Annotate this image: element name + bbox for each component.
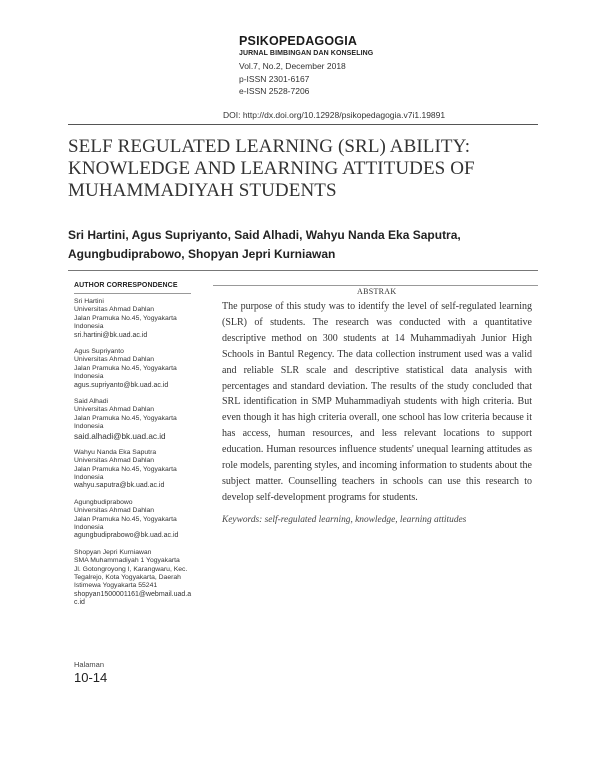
doi-link[interactable]: DOI: http://dx.doi.org/10.12928/psikopedagogia.v7i1.19891 bbox=[223, 110, 446, 120]
affiliation-line: Universitas Ahmad Dahlan bbox=[74, 356, 155, 364]
affiliation-line: Universitas Ahmad Dahlan bbox=[74, 507, 155, 515]
correspondence-item bbox=[74, 499, 199, 541]
author-email[interactable]: shopyan1500001161@webmail.uad.a bbox=[74, 590, 192, 598]
affiliation-line: Jalan Pramuka No.45, Yogyakarta bbox=[74, 314, 177, 322]
correspondence-item bbox=[74, 298, 199, 340]
author-name: Shopyan Jepri Kurniawan bbox=[74, 548, 152, 556]
author-line: Sri Hartini, Agus Supriyanto, Said Alhadi, Wahyu Nanda Eka Saputra, bbox=[68, 228, 461, 242]
section-divider bbox=[68, 270, 538, 271]
abstract-text: The purpose of this study was to identify the level of self-regulated learning (SLR) of students. The research was conducted with a quantitative descriptive method on 300 students at 14 Muhammadiyah Junior High Schools in Bantul Regency. The data collection instrument used was a valid and reliable SLR scale and descriptive statistical data analysis with percentages and standard deviation. The results of the study concluded that SRL identification in SMP Muhammadiyah students with high criteria. But even though it has high criteria overall, one school has low criteria because it has access, human resources, and less relevant locations to support education. Human resources influence students' unequal learning attitudes as role models, parenting styles, and incoming information to students about the subject matter. Counselling teachers in schools can use this research to develop self-development programs for students. bbox=[222, 301, 532, 503]
journal-name: PSIKOPEDAGOGIA bbox=[239, 34, 358, 48]
title-line: KNOWLEDGE AND LEARNING ATTITUDES OF bbox=[68, 158, 475, 179]
affiliation-line: Indonesia bbox=[74, 373, 104, 381]
affiliation-line: Tegalrejo, Kota Yogyakarta, Daerah bbox=[74, 573, 181, 581]
affiliation-line: Universitas Ahmad Dahlan bbox=[74, 457, 155, 465]
affiliation-line: Jalan Pramuka No.45, Yogyakarta bbox=[74, 414, 177, 422]
correspondence-divider bbox=[74, 293, 191, 294]
affiliation-line: Indonesia bbox=[74, 423, 104, 431]
correspondence-heading: AUTHOR CORRESPONDENCE bbox=[74, 282, 178, 289]
author-email[interactable]: wahyu.saputra@bk.uad.ac.id bbox=[74, 482, 165, 490]
affiliation-line: Jalan Pramuka No.45, Yogyakarta bbox=[74, 364, 177, 372]
correspondence-list bbox=[74, 298, 199, 616]
affiliation-line: Universitas Ahmad Dahlan bbox=[74, 306, 155, 314]
abstract-heading: ABSTRAK bbox=[357, 287, 397, 296]
author-name: Said Alhadi bbox=[74, 398, 109, 406]
author-list bbox=[68, 226, 548, 264]
author-email[interactable]: said.alhadi@bk.uad.ac.id bbox=[74, 431, 166, 441]
header-divider bbox=[68, 124, 538, 125]
page-range: 10-14 bbox=[74, 670, 108, 685]
pages-label: Halaman bbox=[74, 660, 105, 669]
author-name: Agus Supriyanto bbox=[74, 348, 124, 356]
author-name: Wahyu Nanda Eka Saputra bbox=[74, 448, 157, 456]
correspondence-item bbox=[74, 549, 199, 608]
affiliation-line: Indonesia bbox=[74, 473, 104, 481]
affiliation-line: Jalan Pramuka No.45, Yogyakarta bbox=[74, 515, 177, 523]
correspondence-item bbox=[74, 348, 199, 390]
affiliation-line: Indonesia bbox=[74, 523, 104, 531]
affiliation-line: Jalan Pramuka No.45, Yogyakarta bbox=[74, 465, 177, 473]
journal-subtitle: JURNAL BIMBINGAN DAN KONSELING bbox=[239, 50, 374, 57]
abstract-divider bbox=[213, 285, 538, 286]
affiliation-line: Universitas Ahmad Dahlan bbox=[74, 406, 155, 414]
author-email-continued[interactable]: c.id bbox=[74, 599, 85, 607]
author-name: Sri Hartini bbox=[74, 298, 104, 305]
author-email[interactable]: sri.hartini@bk.uad.ac.id bbox=[74, 331, 148, 339]
author-name: Agungbudiprabowo bbox=[74, 498, 133, 506]
journal-e-issn: e-ISSN 2528-7206 bbox=[239, 86, 310, 96]
affiliation-line: Indonesia bbox=[74, 323, 104, 331]
keywords: Keywords: self-regulated learning, knowledge, learning attitudes bbox=[222, 515, 467, 525]
correspondence-item bbox=[74, 449, 199, 491]
affiliation-line: SMA Muhammadiyah 1 Yogyakarta bbox=[74, 557, 180, 565]
affiliation-line: Jl. Gotongroyong I, Karangwaru, Kec. bbox=[74, 565, 188, 573]
author-email[interactable]: agus.supriyanto@bk.uad.ac.id bbox=[74, 381, 169, 389]
affiliation-line: Istimewa Yogyakarta 55241 bbox=[74, 582, 158, 590]
author-line: Agungbudiprabowo, Shopyan Jepri Kurniawan bbox=[68, 247, 336, 261]
article-title bbox=[68, 136, 548, 202]
correspondence-item bbox=[74, 398, 199, 441]
author-email[interactable]: agungbudiprabowo@bk.uad.ac.id bbox=[74, 532, 179, 540]
title-line: SELF REGULATED LEARNING (SRL) ABILITY: bbox=[68, 136, 471, 157]
title-line: MUHAMMADIYAH STUDENTS bbox=[68, 180, 337, 201]
journal-p-issn: p-ISSN 2301-6167 bbox=[239, 74, 310, 84]
journal-volume: Vol.7, No.2, December 2018 bbox=[239, 61, 346, 71]
